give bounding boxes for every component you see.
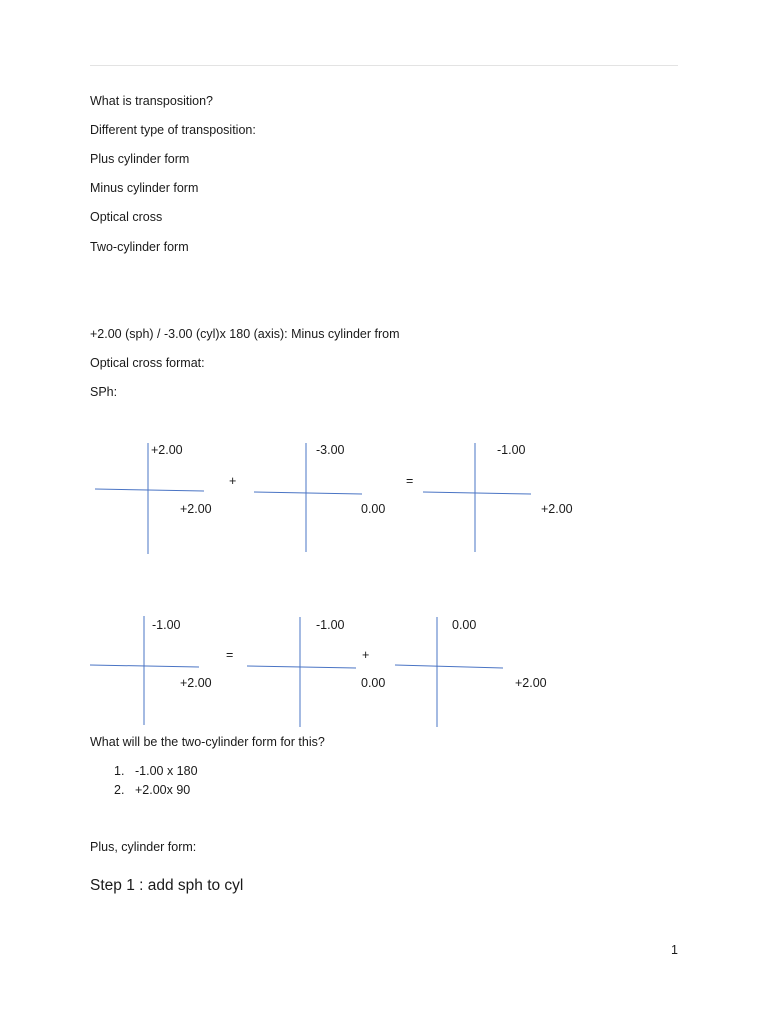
r1-operator-1: + — [229, 474, 237, 488]
type-optical-cross: Optical cross — [90, 210, 163, 224]
list-item — [114, 783, 190, 797]
two-cylinder-question: What will be the two-cylinder form for this? — [90, 735, 325, 749]
r1c1-top-value: +2.00 — [151, 443, 183, 457]
type-plus-cylinder: Plus cylinder form — [90, 152, 190, 166]
r1c1-right-value: +2.00 — [180, 502, 212, 516]
list-item-text: -1.00 x 180 — [135, 764, 198, 778]
r1c3-right-value: +2.00 — [541, 502, 573, 516]
list-item-number: 1. — [114, 764, 125, 778]
r2c2-right-value: 0.00 — [361, 676, 386, 690]
cross-r2c3-horizontal — [395, 665, 503, 668]
r2c2-top-value: -1.00 — [316, 618, 345, 632]
r2-operator-1: = — [226, 648, 234, 662]
r2c3-top-value: 0.00 — [452, 618, 477, 632]
r1c3-top-value: -1.00 — [497, 443, 526, 457]
plus-cylinder-heading: Plus, cylinder form: — [90, 840, 197, 854]
step-1-heading: Step 1 : add sph to cyl — [90, 877, 244, 894]
r2c1-top-value: -1.00 — [152, 618, 181, 632]
list-item — [114, 764, 198, 778]
page-number: 1 — [671, 943, 678, 957]
sph-label: SPh: — [90, 385, 118, 399]
prescription-line: +2.00 (sph) / -3.00 (cyl)x 180 (axis): Minus cylinder from — [90, 327, 400, 341]
cross-r2c2-horizontal — [247, 666, 356, 668]
type-minus-cylinder: Minus cylinder form — [90, 181, 199, 195]
r2c1-right-value: +2.00 — [180, 676, 212, 690]
types-heading: Different type of transposition: — [90, 123, 256, 137]
r2c3-right-value: +2.00 — [515, 676, 547, 690]
optical-cross-heading: Optical cross format: — [90, 356, 205, 370]
r1c2-right-value: 0.00 — [361, 502, 386, 516]
cross-r1c2-horizontal — [254, 492, 362, 494]
r2-operator-2: + — [362, 648, 370, 662]
cross-r1c3-horizontal — [423, 492, 531, 494]
list-item-text: +2.00x 90 — [135, 783, 191, 797]
type-two-cylinder: Two-cylinder form — [90, 240, 189, 254]
question-what-is-transposition: What is transposition? — [90, 94, 213, 108]
r1-operator-2: = — [406, 474, 414, 488]
list-item-number: 2. — [114, 783, 125, 797]
r1c2-top-value: -3.00 — [316, 443, 345, 457]
cross-r1c1-horizontal — [95, 489, 204, 491]
